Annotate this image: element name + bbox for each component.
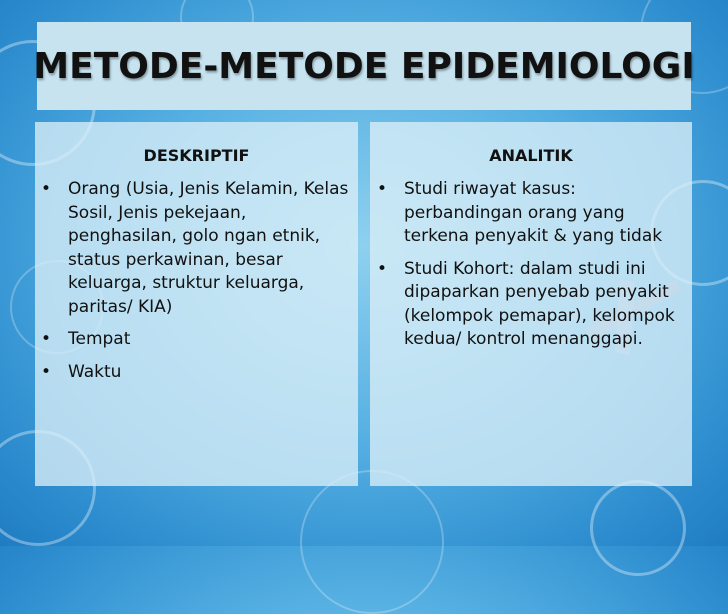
- analytic-list: [370, 178, 692, 352]
- list-item: • Studi riwayat kasus: perbandingan orang yang terkena penyakit & yang tidak: [377, 179, 663, 246]
- slide-title: METODE-METODE EPIDEMIOLOGI: [33, 45, 695, 87]
- list-item: • Orang (Usia, Jenis Kelamin, Kelas Sosil, Jenis pekejaan, penghasilan, golo ngan etnik, status perkawinan, besar keluarga, struktur keluarga, paritas/ KIA): [41, 179, 349, 317]
- list-item: • Tempat: [35, 328, 352, 352]
- bullet-icon: •: [41, 329, 52, 349]
- descriptive-header: DESKRIPTIF: [143, 146, 250, 165]
- bullet-icon: •: [41, 361, 52, 382]
- title-box: [33, 22, 695, 110]
- background-swirl: [300, 470, 444, 614]
- bullet-icon: •: [377, 179, 388, 199]
- analytic-panel: [370, 122, 692, 486]
- bullet-icon: •: [377, 258, 388, 279]
- descriptive-panel: [35, 122, 358, 486]
- list-item: • Waktu: [35, 361, 352, 385]
- analytic-header: ANALITIK: [489, 146, 573, 165]
- list-item: • Studi Kohort: dalam studi ini dipaparkan penyebab penyakit (kelompok pemapar), kelompok kedua/ kontrol menanggapi.: [377, 258, 675, 349]
- background-swirl: [590, 480, 686, 576]
- descriptive-list: [35, 178, 358, 384]
- bullet-icon: •: [41, 179, 52, 199]
